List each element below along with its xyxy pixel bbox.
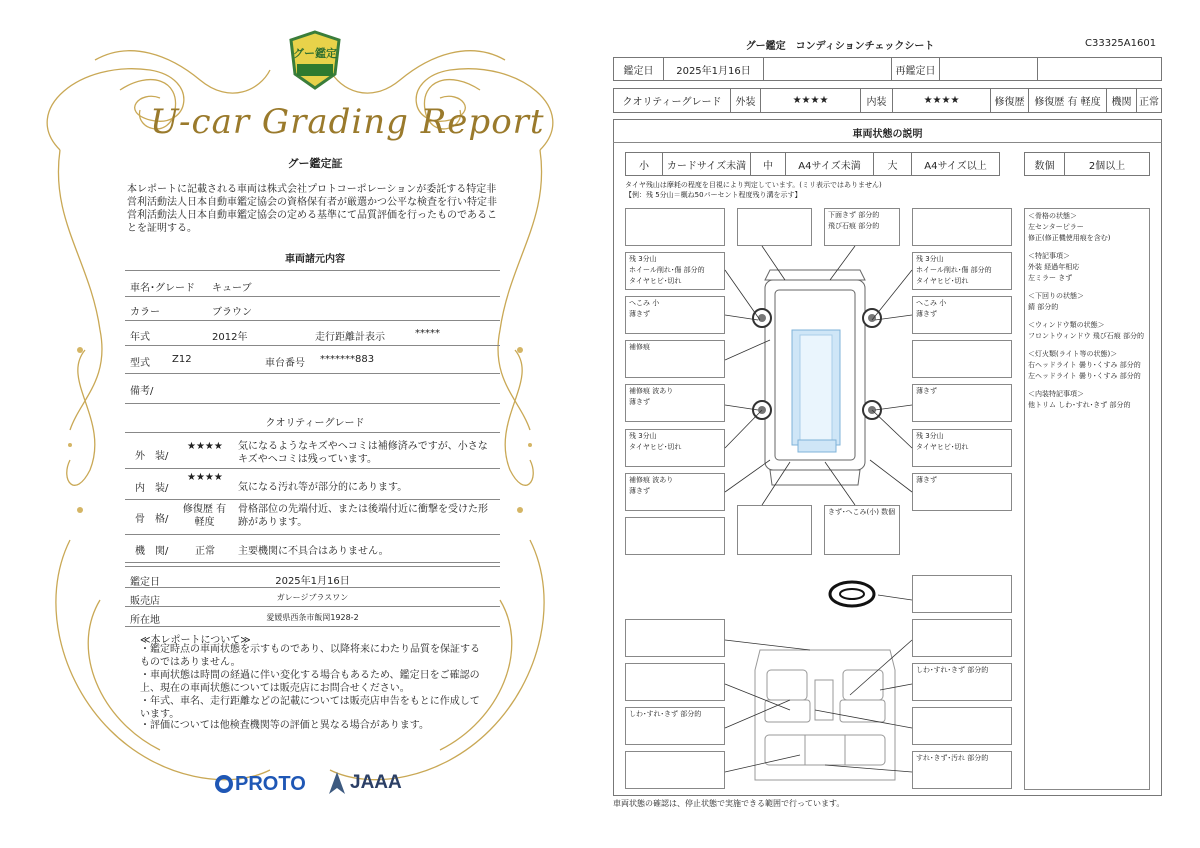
about-item: ・車両状態は時間の経過に伴い変化する場合もあるため、鑑定日をご確認の上、現在の車両状態については販売店にお問合せください。 bbox=[140, 670, 480, 694]
report-title: U-car Grading Report bbox=[150, 102, 545, 142]
status-title: 車両状態の説明 bbox=[852, 129, 923, 140]
spec-row-year: 年式 2012年 走行距離計表示 ***** bbox=[125, 321, 500, 346]
box-fr-tire: 残 3分山 ホイール削れ･傷 部分的 タイヤヒビ･切れ bbox=[912, 252, 1012, 290]
size-legend: 小 カードサイズ未満 中 A4サイズ未満 大 A4サイズ以上 bbox=[625, 152, 1000, 176]
spec-row-model: 車名･グレード キューブ bbox=[125, 270, 500, 297]
box-right-rear-door: 薄きず bbox=[912, 384, 1012, 422]
box-fl-tire: 残 3分山 ホイール削れ･傷 部分的 タイヤヒビ･切れ bbox=[625, 252, 725, 290]
shield-icon bbox=[287, 30, 343, 92]
specs-title: 車両諸元内容 bbox=[285, 254, 345, 265]
box-front-center: 下面きず 部分的 飛び石痕 部分的 bbox=[824, 208, 900, 246]
info-row-address: 所在地 愛媛県西条市飯岡1928-2 bbox=[125, 607, 500, 627]
box-seat-rear-right: すれ･きず･汚れ 部分的 bbox=[912, 751, 1012, 789]
proto-mark-icon bbox=[215, 775, 233, 793]
box-fl-door: へこみ 小 薄きず bbox=[625, 296, 725, 334]
box-left-mid: 補修痕 bbox=[625, 340, 725, 378]
quality-row-frame: 骨 格/ 修復歴 有 軽度 骨格部位の先端付近、または後端付近に衝撃を受けた形跡があります。 bbox=[125, 500, 500, 535]
spec-row-color: カラー ブラウン bbox=[125, 297, 500, 321]
quality-row-engine: 機 関/ 正常 主要機関に不具合はありません。 bbox=[125, 535, 500, 563]
logo-text: グー鑑定 bbox=[293, 47, 337, 60]
box-right-rear: 薄きず bbox=[912, 473, 1012, 511]
intro-text: 本レポートに記載される車両は株式会社プロトコーポレーションが委託する特定非営利活動法人日本自動車鑑定協会の資格保有者が厳選かつ公平な検査を行い特定非営利活動法人日本自動車鑑定協会の定める基準にて品質評価を行ったものであることを証明する。 bbox=[127, 184, 497, 234]
box-rear-center: きず･へこみ(小) 数個 bbox=[824, 505, 900, 555]
proto-logo: PROTO bbox=[215, 772, 306, 796]
quality-row-interior: 内 装/ ★★★★ 気になる汚れ等が部分的にあります。 bbox=[125, 469, 500, 500]
about-item: ・鑑定時点の車両状態を示すものであり、以降将来にわたり品質を保証するものではありません。 bbox=[140, 644, 480, 668]
cert-title: グー鑑定証 bbox=[287, 157, 343, 170]
sheet-title: グー鑑定 コンディションチェックシート bbox=[745, 41, 935, 52]
spec-row-type: 型式 Z12 車台番号 *******883 bbox=[125, 346, 500, 374]
footer-note: 車両状態の確認は、停止状態で実施できる範囲で行っています。 bbox=[613, 799, 845, 808]
quality-title: クオリティーグレード bbox=[265, 418, 365, 429]
about-title: ≪本レポートについて≫ bbox=[140, 635, 251, 646]
tire-note: タイヤ残山は摩耗の程度を目視により判定しています。(ミリ表示ではありません) bbox=[625, 181, 882, 189]
about-item: ・年式、車名、走行距離などの記載については販売店申告をもとに作成しています。 bbox=[140, 696, 480, 720]
goo-kantei-logo bbox=[287, 30, 343, 92]
spec-row-remarks: 備考/ bbox=[125, 374, 500, 404]
sheet-id: C33325A1601 bbox=[1085, 38, 1157, 49]
leader-lines bbox=[600, 200, 1020, 800]
box-rr-tire: 残 3分山 タイヤヒビ･切れ bbox=[912, 429, 1012, 467]
box-left-rear: 補修痕 波あり 薄きず bbox=[625, 473, 725, 511]
box-seat-left: しわ･すれ･きず 部分的 bbox=[625, 707, 725, 745]
box-rl-tire: 残 3分山 タイヤヒビ･切れ bbox=[625, 429, 725, 467]
box-left-rear-door: 補修痕 波あり 薄きず bbox=[625, 384, 725, 422]
quality-row-exterior: 外 装/ ★★★★ 気になるようなキズやヘコミは補修済みですが、小さなキズやヘコミは残っています。 bbox=[125, 432, 500, 469]
box-fr-door: へこみ 小 薄きず bbox=[912, 296, 1012, 334]
info-row-shop: 販売店 ガレージブラスワン bbox=[125, 588, 500, 607]
grade-row: クオリティーグレード 外装 ★★★★ 内装 ★★★★ 修復歴 修復歴 有 軽度 機関 正常 bbox=[613, 88, 1162, 113]
jaaa-mark-icon bbox=[327, 770, 347, 796]
info-row-date: 鑑定日 2025年1月16日 bbox=[125, 566, 500, 588]
jaaa-logo: JAAA bbox=[327, 770, 402, 796]
tire-note-example: 【例：残 5分山＝概ね50パーセント程度残り溝を示す】 bbox=[625, 191, 802, 199]
about-item: ・評価については他検査機関等の評価と異なる場合があります。 bbox=[140, 720, 429, 731]
side-notes: ＜骨格の状態＞ 左センターピラー 修正(修正機使用痕を含む) ＜特記事項＞ 外装 経過年相応 左ミラー きず ＜下回りの状態＞ 錆 部分的 ＜ウィンドウ類の状態＞ フロントウィンドウ 飛び石痕 部分的 ＜灯火類(ライト等の状態)＞ 右ヘッドライト 曇り･くすみ 部分的 左ヘッドライト 曇り･くすみ 部分的 ＜内装特記事項＞ 他トリム しわ･すれ･きず 部分的 bbox=[1024, 208, 1150, 790]
box-seat-right: しわ･すれ･きず 部分的 bbox=[912, 663, 1012, 701]
date-row: 鑑定日 2025年1月16日 再鑑定日 bbox=[613, 57, 1162, 81]
count-legend: 数個 2個以上 bbox=[1024, 152, 1150, 176]
